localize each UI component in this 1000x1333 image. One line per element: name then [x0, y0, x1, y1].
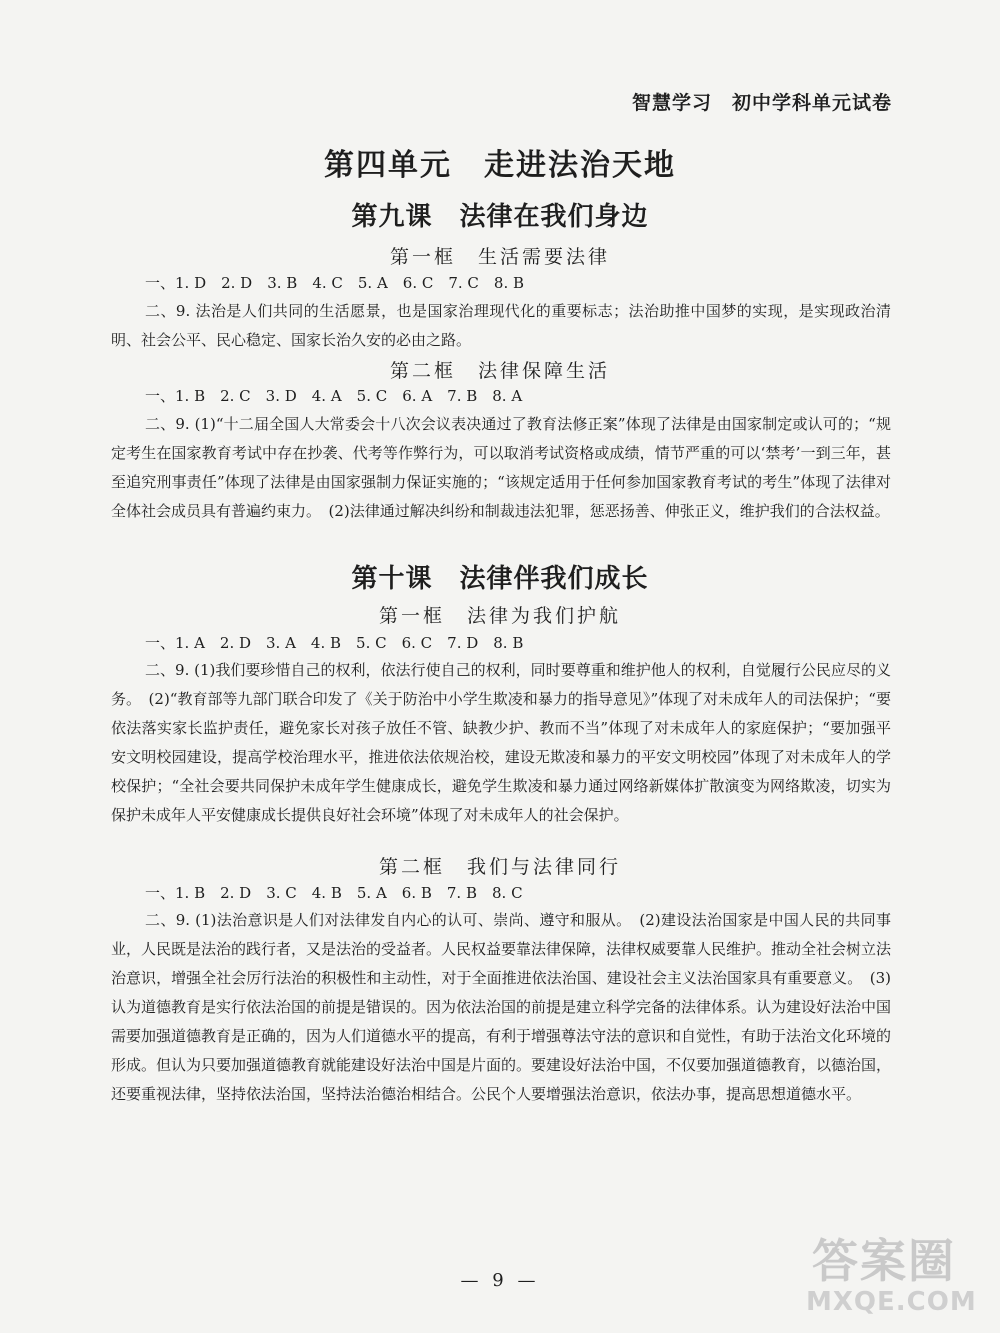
lesson-10-frame-2-title: 第二框 我们与法律同行	[378, 856, 621, 878]
lesson-9-frame-2-answer-9: 二、9. (1)“十二届全国人大常委会十八次会议表决通过了教育法修正案”体现了法律是由国家制定或认可的；“规定考生在国家教育考试中存在抄袭、代考等作弊行为，可以取消考试资格或成绩，情节严重的可以‘禁考’一到三年，甚至追究刑事责任”体现了法律是由国家强制力保证实施的；“该规定适用于任何参加国家教育考试的考生”体现了法律对全体社会成员具有普遍约束力。 (2)法律通过解决纠纷和制裁违法犯罪，惩恶扬善、伸张正义，维护我们的合法权益。	[111, 415, 891, 520]
lesson-9-frame-2-choice-answers: 一、1. B 2. C 3. D 4. A 5. C 6. A 7. B 8. A	[145, 387, 523, 405]
watermark	[802, 1225, 977, 1325]
running-header: 智慧学习 初中学科单元试卷	[631, 92, 892, 114]
page-number: — 9 —	[460, 1270, 540, 1291]
lesson-10-frame-2-answer-9: 二、9. (1)法治意识是人们对法律发自内心的认可、崇尚、遵守和服从。 (2)建设法治国家是中国人民的共同事业，人民既是法治的践行者，又是法治的受益者。人民权益要靠法律保障，法律权威要靠人民维护。推动全社会树立法治意识，增强全社会厉行法治的积极性和主动性，对于全面推进依法治国、建设社会主义法治国家具有重要意义。 (3)认为道德教育是实行依法治国的前提是错误的。因为依法治国的前提是建立科学完备的法律体系。认为建设好法治中国需要加强道德教育是正确的，因为人们道德水平的提高，有利于增强尊法守法的意识和自觉性，有助于法治文化环境的形成。但认为只要加强道德教育就能建设好法治中国是片面的。要建设好法治中国，不仅要加强道德教育，以德治国，还要重视法律，坚持依法治国，坚持法治德治相结合。公民个人要增强法治意识，依法办事，提高思想道德水平。	[111, 911, 892, 1103]
lesson-10-frame-1-title: 第一框 法律为我们护航	[378, 605, 621, 627]
lesson-10-frame-2-choice-answers: 一、1. B 2. D 3. C 4. B 5. A 6. B 7. B 8. C	[145, 884, 523, 902]
watermark-url: MXQE.COM	[806, 1287, 977, 1317]
watermark-logo: 答案圈	[812, 1234, 956, 1288]
lesson-9-frame-2-title: 第二框 法律保障生活	[389, 360, 610, 382]
lesson-10-frame-1-answer-9: 二、9. (1)我们要珍惜自己的权利，依法行使自己的权利，同时要尊重和维护他人的权利，自觉履行公民应尽的义务。 (2)“教育部等九部门联合印发了《关于防治中小学生欺凌和暴力的指导意见》”体现了对未成年人的司法保护；“要依法落实家长监护责任，避免家长对孩子放任不管、缺教少护、教而不当”体现了对未成年人的家庭保护；“要加强平安文明校园建设，提高学校治理水平，推进依法依规治校，建设无欺凌和暴力的平安文明校园”体现了对未成年人的学校保护；“全社会要共同保护未成年学生健康成长，避免学生欺凌和暴力通过网络新媒体扩散演变为网络欺凌，切实为保护未成年人平安健康成长提供良好社会环境”体现了对未成年人的社会保护。	[111, 661, 891, 824]
unit-title: 第四单元 走进法治天地	[324, 148, 676, 183]
lesson-9-frame-1-answer-9: 二、9. 法治是人们共同的生活愿景，也是国家治理现代化的重要标志；法治助推中国梦的实现，是实现政治清明、社会公平、民心稳定、国家长治久安的必由之路。	[111, 302, 891, 349]
lesson-9-frame-1-choice-answers: 一、1. D 2. D 3. B 4. C 5. A 6. C 7. C 8. B	[145, 274, 524, 292]
lesson-10-frame-1-choice-answers: 一、1. A 2. D 3. A 4. B 5. C 6. C 7. D 8. B	[145, 634, 524, 652]
lesson-9-title: 第九课 法律在我们身边	[351, 202, 649, 232]
lesson-9-frame-1-title: 第一框 生活需要法律	[389, 246, 610, 268]
lesson-10-title: 第十课 法律伴我们成长	[351, 564, 649, 594]
